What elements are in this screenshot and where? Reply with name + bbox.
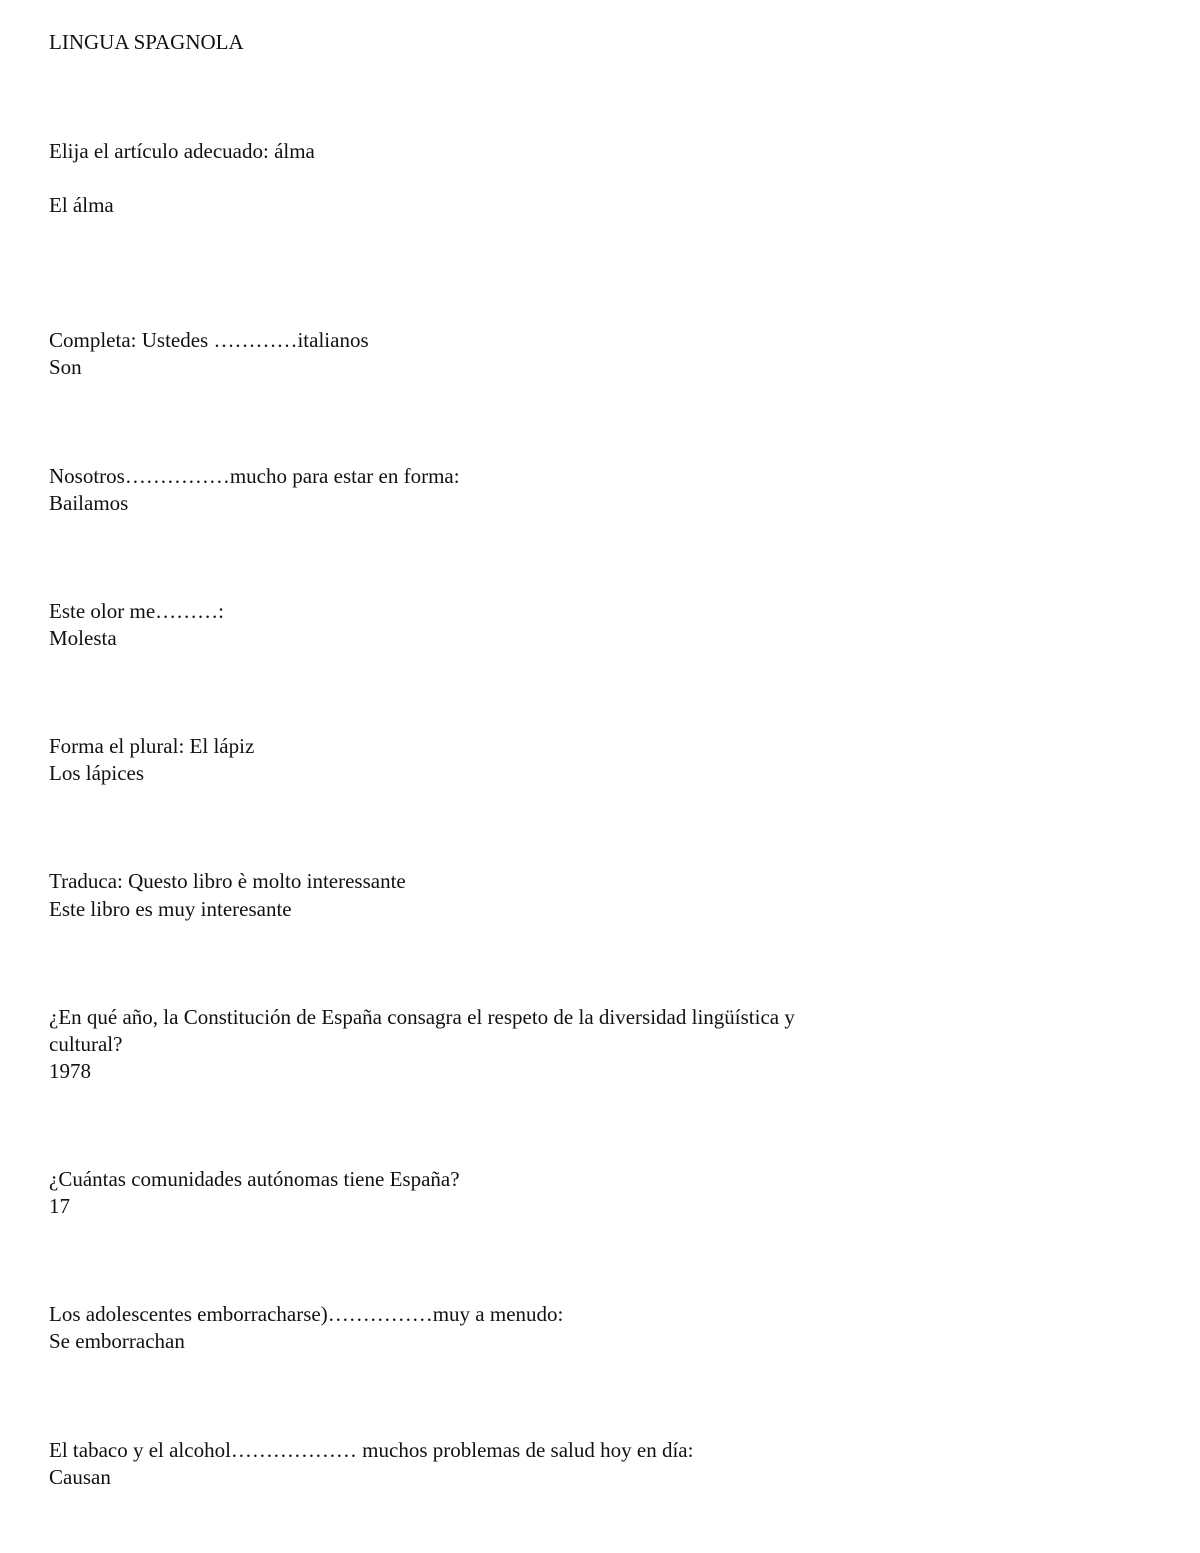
question-4: Este olor me………: [49, 599, 224, 623]
answer-8: 17 [49, 1194, 70, 1218]
question-2: Completa: Ustedes …………italianos [49, 328, 369, 352]
question-7-line-1: ¿En qué año, la Constitución de España consagra el respeto de la diversidad lingüística y [49, 1005, 795, 1029]
question-5: Forma el plural: El lápiz [49, 734, 255, 758]
answer-9: Se emborrachan [49, 1329, 185, 1353]
question-9: Los adolescentes emborracharse)……………muy a menudo: [49, 1302, 564, 1326]
question-10: El tabaco y el alcohol……………… muchos problemas de salud hoy en día: [49, 1438, 694, 1462]
question-3: Nosotros……………mucho para estar en forma: [49, 464, 460, 488]
answer-3: Bailamos [49, 491, 129, 515]
document-title: LINGUA SPAGNOLA [49, 30, 244, 54]
question-1: Elija el artículo adecuado: álma [49, 139, 315, 163]
answer-1: El álma [49, 193, 114, 217]
answer-10: Causan [49, 1465, 111, 1489]
question-8: ¿Cuántas comunidades autónomas tiene España? [49, 1167, 460, 1191]
answer-7: 1978 [49, 1059, 91, 1083]
answer-4: Molesta [49, 626, 117, 650]
answer-6: Este libro es muy interesante [49, 897, 292, 921]
answer-2: Son [49, 355, 82, 379]
question-6: Traduca: Questo libro è molto interessante [49, 869, 406, 893]
answer-5: Los lápices [49, 761, 145, 785]
question-7-line-2: cultural? [49, 1032, 123, 1056]
